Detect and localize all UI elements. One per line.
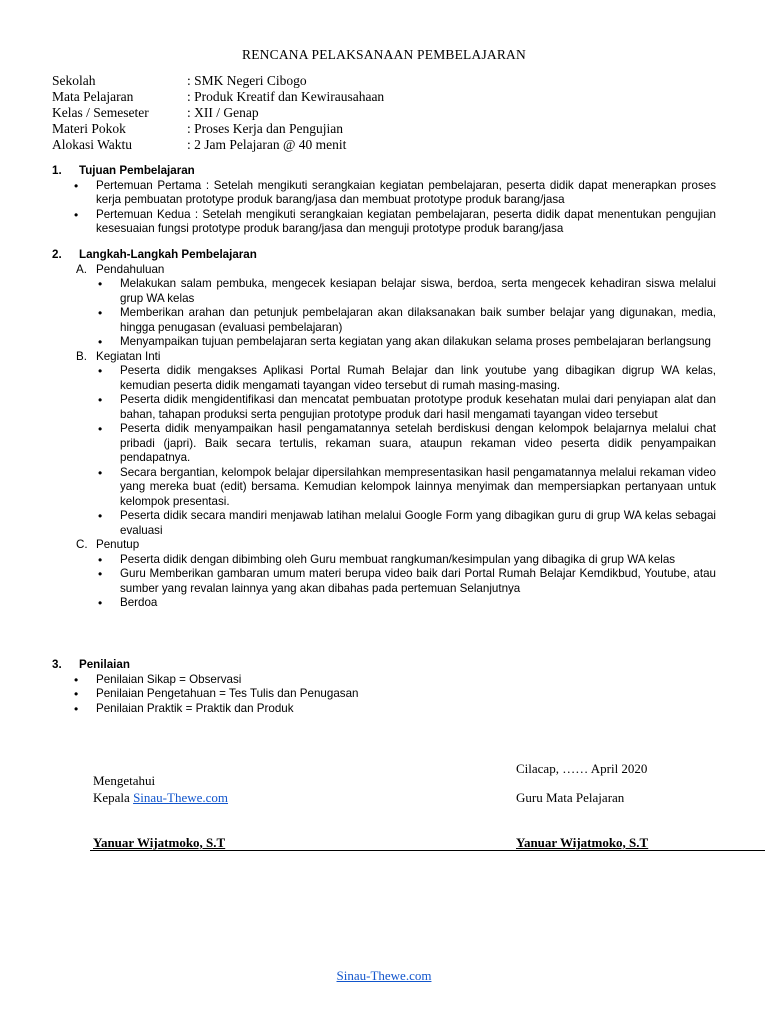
list-item: • Pertemuan Pertama : Setelah mengikuti serangkaian kegiatan pembelajaran, peserta didik dapat menerapkan proses kerja pembuatan prototype produk barang/jasa dan membuat prototype produk barang/jasa: [96, 179, 716, 208]
identity-row-topic: [52, 121, 384, 137]
principal-site-link[interactable]: Sinau-Thewe.com: [133, 790, 229, 805]
list-item: • Peserta didik dengan dibimbing oleh Guru membuat rangkuman/kesimpulan yang dibagika di grup WA kelas: [120, 553, 716, 568]
section-title: Tujuan Pembelajaran: [79, 164, 195, 177]
section-number: 3.: [52, 658, 62, 671]
section-title: Langkah-Langkah Pembelajaran: [79, 248, 257, 261]
list-item: • Memberikan arahan dan petunjuk pembelajaran akan dilaksanakan baik sumber belajar yang digunakan, media, hingga penugasan (evaluasi pembelajaran): [120, 306, 716, 335]
subsection-title: Kegiatan Inti: [96, 349, 161, 363]
subsection-title: Penutup: [96, 538, 140, 551]
list-item: • Peserta didik mengakses Aplikasi Portal Rumah Belajar dan link youtube yang dibagikan digrup WA kelas, kemudian peserta didik mengamati tayangan video tersebut di rumah masing-masing.: [120, 364, 716, 393]
list-item: • Peserta didik menyampaikan hasil pengamatannya setelah berdiskusi dengan kelompok belajarnya melalui chat pribadi (japri). Baik secara tertulis, rekaman suara, ataupun rekaman video peserta didik penyampaikan pendapatnya.: [120, 422, 716, 466]
section-heading: [52, 658, 716, 673]
teacher-role: Guru Mata Pelajaran: [516, 790, 625, 805]
list-item: • Peserta didik secara mandiri menjawab latihan melalui Google Form yang dibagikan guru di grup WA kelas sebagai evaluasi: [120, 509, 716, 538]
list-item: • Guru Memberikan gambaran umum materi berupa video baik dari Portal Rumah Belajar Kemdikbud, Youtube, atau sumber yang revalan lainnya yang akan dibahas pada pertemuan Selanjutnya: [120, 567, 716, 596]
list-item: • Secara bergantian, kelompok belajar dipersilahkan mempresentasikan hasil pengamatannya melalui rekaman video yang mereka buat (edit) bersama. Kemudian kelompok lainnya menyimak dan mempersiapkan pertanyaan untuk kelompok presentasi.: [120, 466, 716, 510]
identity-row-time: [52, 137, 384, 153]
section-learning-steps: [52, 248, 716, 611]
section-learning-objectives: [52, 164, 716, 237]
identity-block: [52, 73, 384, 153]
place-date: Cilacap, …… April 2020: [516, 761, 648, 776]
subsection-title: Pendahuluan: [96, 262, 165, 276]
list-item: • Penilaian Praktik = Praktik dan Produk: [96, 702, 716, 717]
identity-value: : Proses Kerja dan Pengujian: [187, 121, 343, 136]
principal-name: Yanuar Wijatmoko, S.T: [93, 835, 226, 850]
list-item: • Berdoa: [120, 596, 716, 611]
section-number: 2.: [52, 248, 62, 261]
list-item: • Melakukan salam pembuka, mengecek kesiapan belajar siswa, berdoa, serta mengecek kehadiran siswa melalui grup WA kelas: [120, 277, 716, 306]
identity-value: : Produk Kreatif dan Kewirausahaan: [187, 89, 385, 104]
bullet-list: [120, 277, 716, 350]
document-title: RENCANA PELAKSANAAN PEMBELAJARAN: [242, 47, 526, 62]
subsection-heading: [76, 538, 716, 553]
subsection-letter: A.: [76, 262, 87, 276]
subsection-letter: B.: [76, 349, 87, 363]
section-number: 1.: [52, 164, 62, 177]
identity-label: Sekolah: [52, 73, 96, 88]
identity-row-subject: [52, 89, 384, 105]
footer-link[interactable]: Sinau-Thewe.com: [336, 968, 432, 983]
list-item: • Menyampaikan tujuan pembelajaran serta kegiatan yang akan dilakukan selama proses pembelajaran berlangsung: [120, 335, 716, 350]
bullet-list: [96, 673, 716, 717]
list-item: • Pertemuan Kedua : Setelah mengikuti serangkaian kegiatan pembelajaran, peserta didik dapat menentukan pengujian kesesuaian fungsi prototype produk barang/jasa dan menguji prototype produk barang/jasa: [96, 208, 716, 237]
bullet-list: [120, 364, 716, 538]
teacher-name: Yanuar Wijatmoko, S.T: [516, 835, 649, 850]
bullet-list: [96, 179, 716, 237]
identity-row-class: [52, 105, 384, 121]
list-item: • Penilaian Sikap = Observasi: [96, 673, 716, 688]
subsection-letter: C.: [76, 538, 88, 551]
section-title: Penilaian: [79, 658, 130, 671]
identity-label: Materi Pokok: [52, 121, 126, 136]
identity-value: : XII / Genap: [187, 105, 259, 120]
signature-divider: [90, 850, 765, 851]
list-item: • Peserta didik mengidentifikasi dan mencatat pembuatan prototype produk kesehatan mulai dari penyiapan alat dan bahan, tahapan produksi serta pengujian prototype produk dari hasil mengamati tayangan video tersebut: [120, 393, 716, 422]
identity-value: : SMK Negeri Cibogo: [187, 73, 307, 88]
identity-label: Kelas / Semeseter: [52, 105, 149, 120]
acknowledged-label: Mengetahui: [93, 773, 156, 788]
identity-value: : 2 Jam Pelajaran @ 40 menit: [187, 137, 347, 152]
footer: [0, 968, 768, 984]
subsection-heading: [76, 350, 716, 365]
section-assessment: [52, 658, 716, 716]
section-heading: [52, 248, 716, 263]
subsection-heading: [76, 263, 716, 278]
identity-label: Alokasi Waktu: [52, 137, 133, 152]
principal-line: [93, 790, 228, 806]
principal-prefix: Kepala: [93, 790, 134, 805]
identity-row-school: [52, 73, 384, 89]
identity-label: Mata Pelajaran: [52, 89, 134, 104]
bullet-list: [120, 553, 716, 611]
section-heading: [52, 164, 716, 179]
list-item: • Penilaian Pengetahuan = Tes Tulis dan Penugasan: [96, 687, 716, 702]
